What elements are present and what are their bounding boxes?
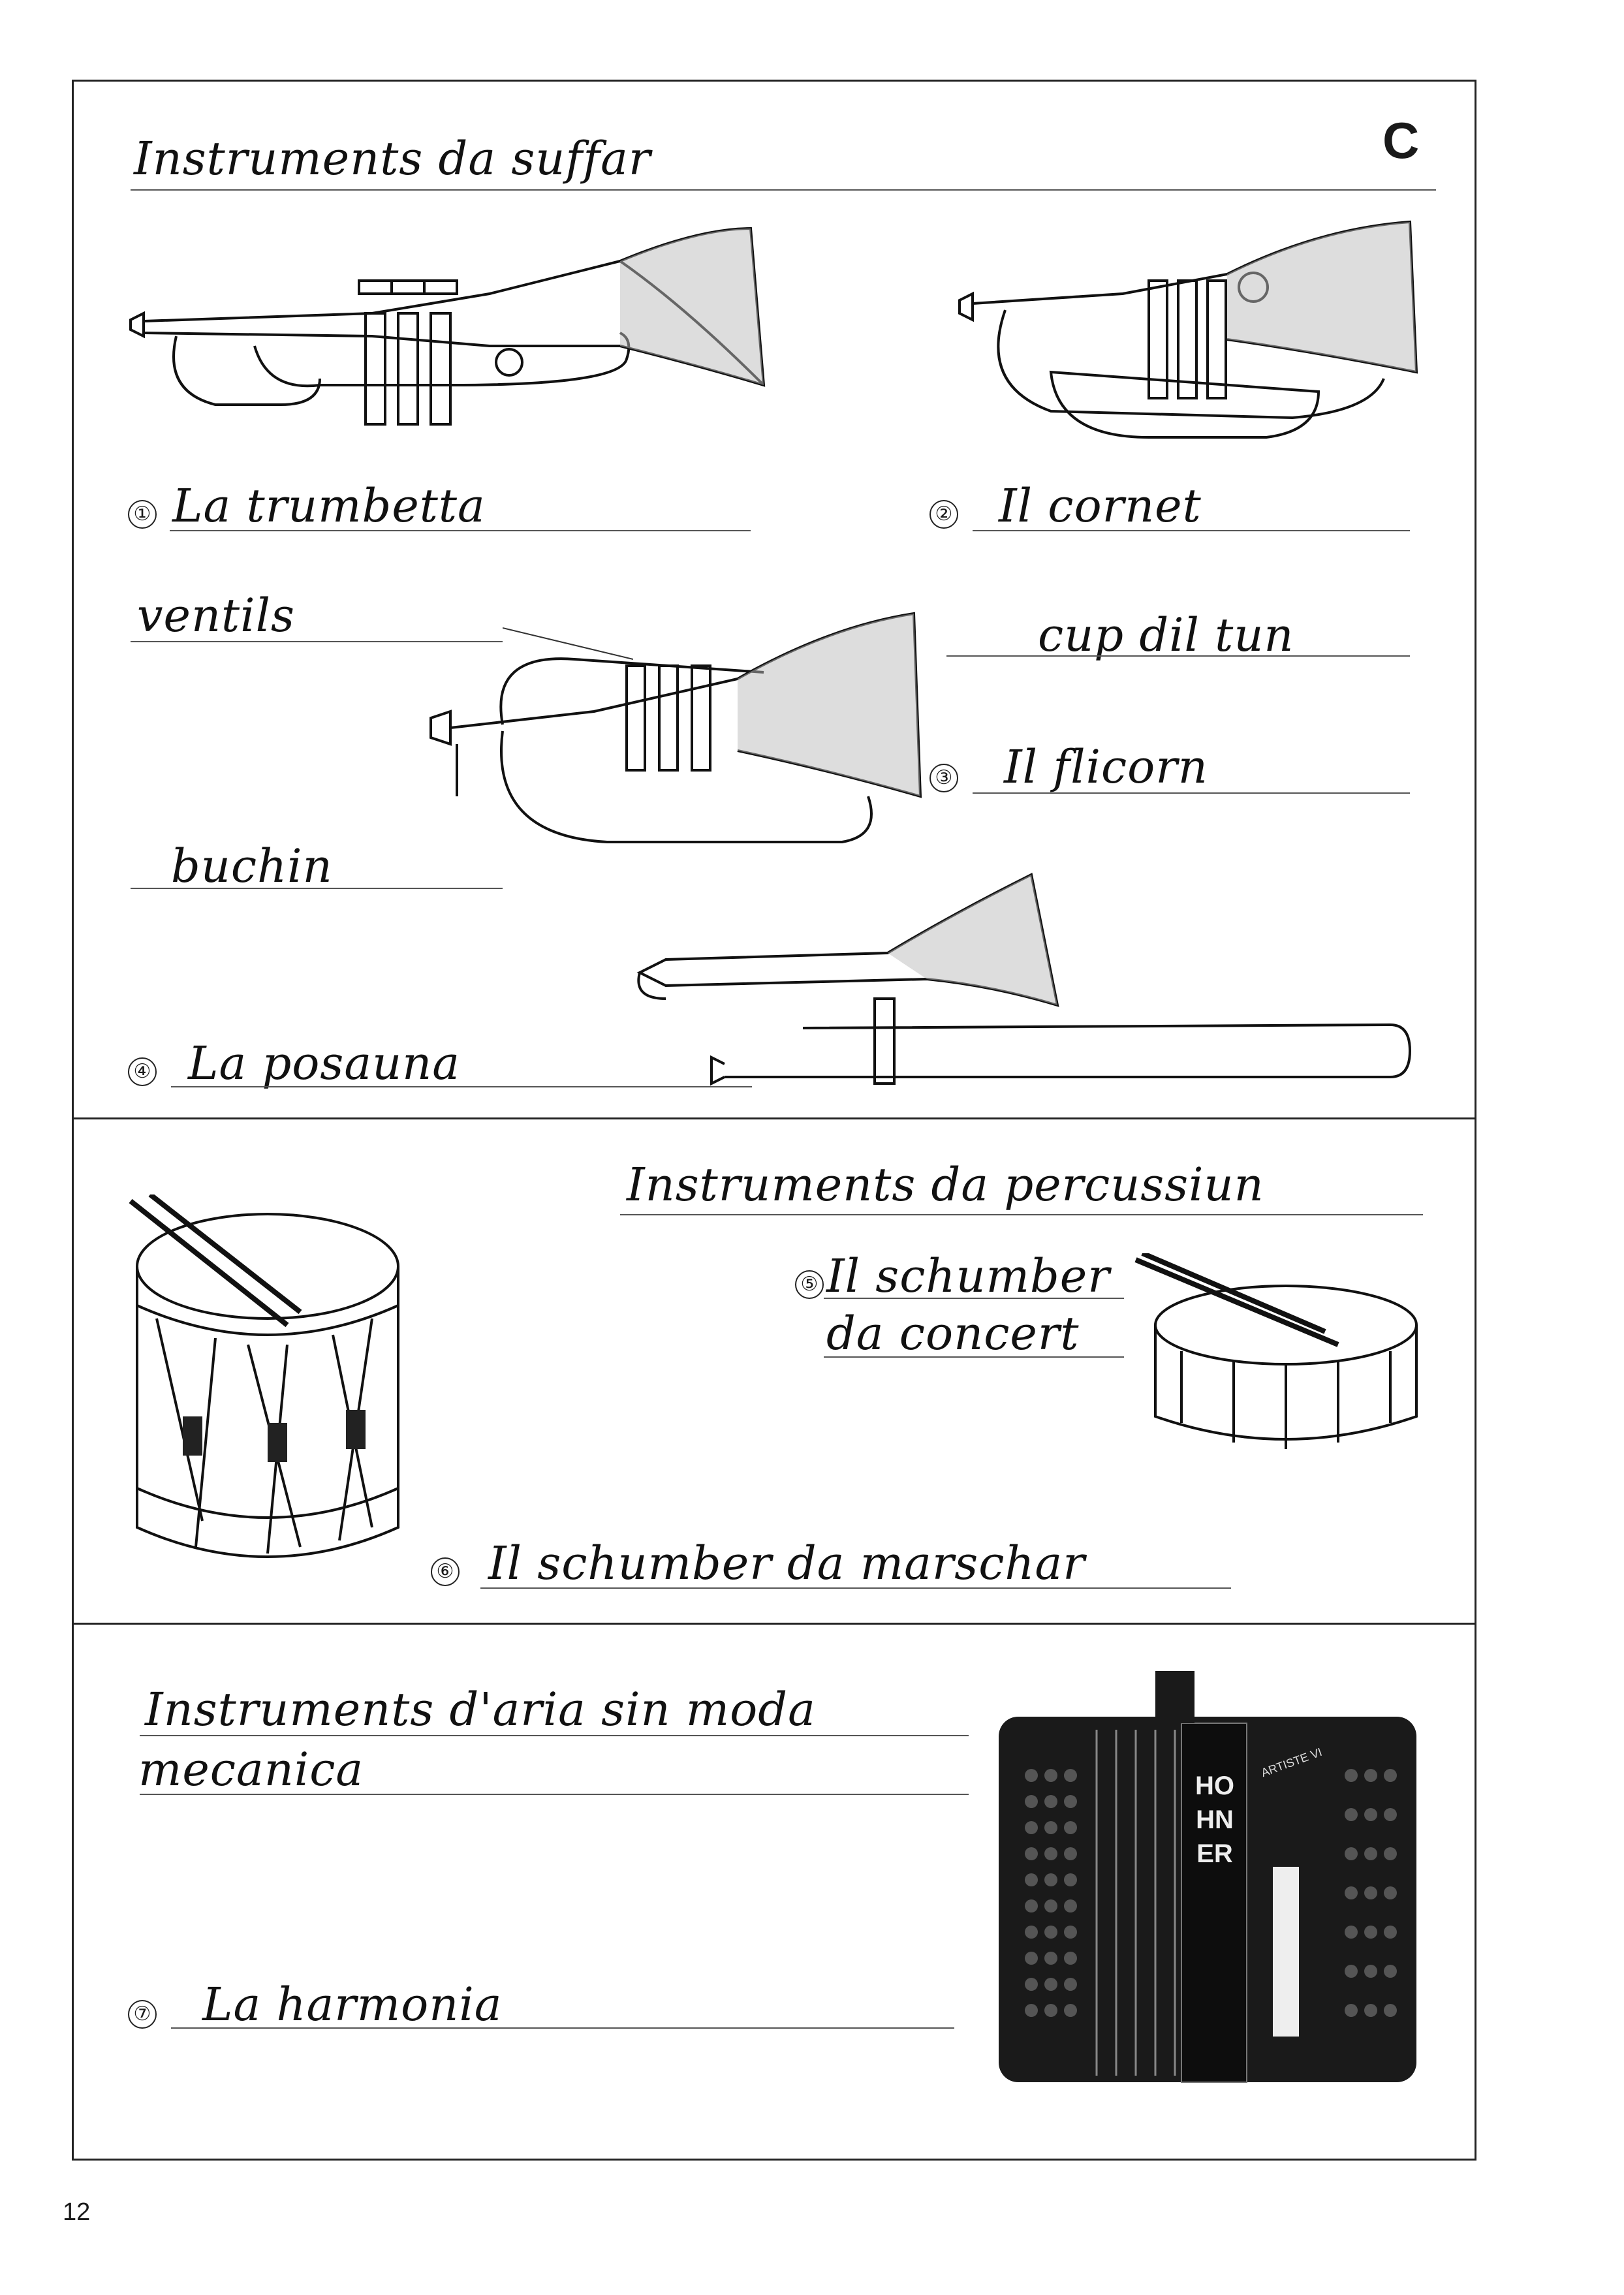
trombone-slide xyxy=(725,1025,1410,1077)
trombone-mouthpiece xyxy=(711,1057,725,1084)
mouthpiece-part-label: buchin xyxy=(171,839,333,893)
cornet-label-rule xyxy=(973,530,1410,531)
air-heading-line2: mecanica xyxy=(138,1743,364,1796)
flugelhorn-label-rule xyxy=(973,792,1410,794)
air-heading-line1: Instruments d'aria sin moda xyxy=(145,1683,816,1736)
trumpet-mouthpiece xyxy=(131,313,144,336)
mouthpiece-part-rule xyxy=(131,888,503,889)
accordion-label: La harmonia xyxy=(202,1978,503,2031)
bell-part-rule xyxy=(946,655,1410,657)
trombone-label-rule xyxy=(171,1086,752,1087)
percussion-heading-rule xyxy=(620,1214,1423,1215)
concert-drum-label-rule-1 xyxy=(824,1298,1124,1299)
item-number-1: ① xyxy=(128,500,157,529)
item-number-2: ② xyxy=(929,500,958,529)
trumpet-valve-1 xyxy=(366,313,385,424)
concert-drum-label-line1: Il schumber xyxy=(826,1249,1110,1303)
cornet-label: Il cornet xyxy=(999,479,1202,533)
item-number-4: ④ xyxy=(128,1057,157,1086)
marching-drum-label-rule xyxy=(480,1587,1231,1589)
bell-part-label: cup dil tun xyxy=(1038,608,1294,662)
marching-drum-illustration xyxy=(117,1194,418,1573)
accordion-brand: HOHNER xyxy=(1195,1772,1234,1868)
accordion-model: ARTISTE VI xyxy=(1259,1745,1324,1780)
item-number-5: ⑤ xyxy=(795,1270,824,1299)
brass-heading-rule xyxy=(131,189,1436,191)
accordion-label-rule xyxy=(171,2027,954,2029)
trombone-label: La posauna xyxy=(188,1037,460,1090)
marching-drum-label: Il schumber da marschar xyxy=(488,1537,1085,1590)
cornet-mouthpiece xyxy=(960,294,973,320)
concert-drumstick-2 xyxy=(1142,1253,1325,1332)
trombone-illustration xyxy=(627,868,1429,1103)
concert-drum-label-line2: da concert xyxy=(826,1307,1080,1360)
flugelhorn-mouthpiece xyxy=(431,711,450,744)
trumpet-lower-loop xyxy=(174,336,320,405)
trumpet-label: La trumbetta xyxy=(172,479,486,533)
trumpet-valve-2 xyxy=(398,313,418,424)
air-heading-rule-1 xyxy=(140,1735,969,1736)
concert-drum-illustration xyxy=(1129,1253,1423,1462)
marching-drum-head xyxy=(137,1214,398,1319)
flugelhorn-label: Il flicorn xyxy=(1004,740,1208,794)
trumpet-valve-3 xyxy=(431,313,450,424)
valves-part-label: ventils xyxy=(137,589,295,642)
section-letter: C xyxy=(1382,112,1420,169)
brass-heading: Instruments da suffar xyxy=(134,132,651,185)
item-number-6: ⑥ xyxy=(431,1557,460,1586)
accordion-illustration xyxy=(986,1658,1429,2108)
section-divider-brass-percussion xyxy=(72,1117,1476,1119)
trumpet-illustration xyxy=(124,215,777,450)
item-number-7: ⑦ xyxy=(128,2000,157,2029)
item-number-3: ③ xyxy=(929,764,958,792)
concert-drum-label-rule-2 xyxy=(824,1356,1124,1358)
cornet-lower-loop xyxy=(1051,372,1319,437)
trumpet-label-rule xyxy=(170,530,751,531)
cornet-illustration xyxy=(953,215,1423,463)
flugelhorn-illustration xyxy=(424,601,946,862)
drumstick-2 xyxy=(150,1194,300,1312)
concert-drumstick-1 xyxy=(1136,1260,1338,1345)
air-heading-rule-2 xyxy=(140,1794,969,1795)
section-divider-percussion-air xyxy=(72,1623,1476,1625)
percussion-heading: Instruments da percussiun xyxy=(627,1158,1264,1211)
page-number: 12 xyxy=(63,2198,91,2226)
